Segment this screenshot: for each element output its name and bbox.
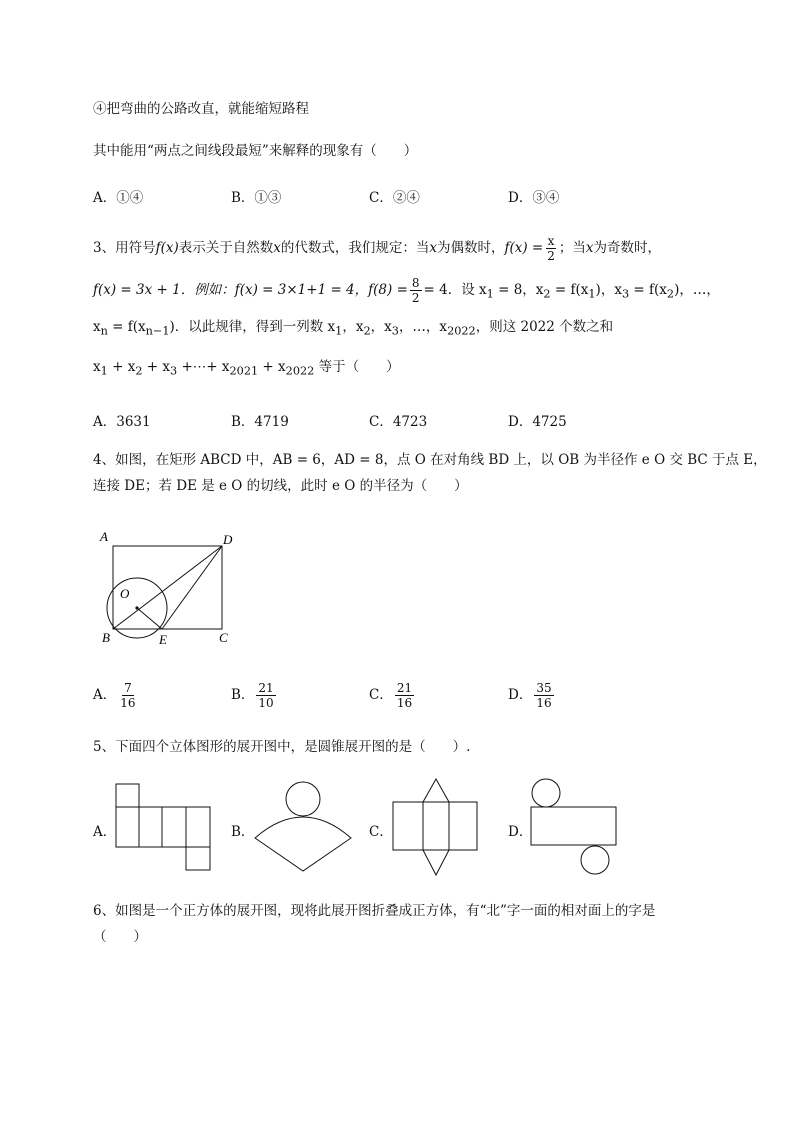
q3-option-d: D．4725 xyxy=(508,414,567,430)
subscript: n−1 xyxy=(145,324,170,338)
q4-option-b xyxy=(231,681,278,710)
q3-option-b: B．4719 xyxy=(231,414,289,430)
segment-de xyxy=(162,546,222,629)
text: )，…， xyxy=(674,282,720,298)
text: = f(x xyxy=(550,282,589,298)
label-e: E xyxy=(159,632,167,647)
math: x xyxy=(429,240,437,256)
label-c: C xyxy=(219,630,228,645)
math: f(x) = 3×1+1 = 4， xyxy=(234,282,369,298)
denominator: 2 xyxy=(547,249,555,263)
math: x xyxy=(273,240,281,256)
subscript: 1 xyxy=(100,364,108,378)
denominator: 16 xyxy=(536,696,552,710)
denominator: 10 xyxy=(258,696,274,710)
math: x xyxy=(585,240,594,256)
label-b: B xyxy=(102,630,110,645)
denominator: 2 xyxy=(411,291,420,305)
text: 为偶数时， xyxy=(437,240,505,256)
option-letter: C． xyxy=(369,687,393,703)
subscript: 3 xyxy=(621,287,630,301)
q5-figure-a-cube-net xyxy=(115,783,215,873)
text: +⋯+ x xyxy=(177,359,230,375)
text: 3、用符号 xyxy=(93,240,156,256)
q6-line1: 6、如图是一个正方体的展开图，现将此展开图折叠成正方体，有“北”字一面的相对面上的字是 xyxy=(93,903,656,919)
subscript: 2022 xyxy=(285,364,315,378)
math: f(x) = 3x + 1．例如： xyxy=(93,282,235,298)
text: )．以此规律，得到一列数 x xyxy=(169,319,336,335)
q5-figure-c-prism-net xyxy=(391,777,481,881)
text: ，x xyxy=(370,319,392,335)
subscript: 2 xyxy=(543,287,551,301)
numerator: 21 xyxy=(258,681,274,695)
text: + x xyxy=(107,359,136,375)
subscript: 2022 xyxy=(447,324,476,338)
text: ；当 xyxy=(558,240,586,256)
option-letter: B． xyxy=(231,687,255,703)
text: ，x xyxy=(342,319,364,335)
q4-line2: 连接 DE；若 DE 是 e O 的切线，此时 e O 的半径为（ ） xyxy=(93,478,468,494)
q3-option-a: A．3631 xyxy=(93,414,151,430)
q3-option-c: C．4723 xyxy=(369,414,428,430)
q5-option-b-label: B． xyxy=(231,824,255,840)
q2-option-c: C．②④ xyxy=(369,190,420,206)
math: f(x) = xyxy=(504,240,544,256)
text: 为奇数时， xyxy=(593,240,662,256)
q3-line3 xyxy=(93,318,613,341)
subscript: 1 xyxy=(486,287,494,301)
q2-option-a: A．①④ xyxy=(93,190,144,206)
q3-line2 xyxy=(93,276,720,305)
denominator: 16 xyxy=(396,696,413,710)
subscript: 2021 xyxy=(229,364,259,378)
q5-figure-d-cylinder-net xyxy=(528,777,620,877)
fraction xyxy=(118,681,137,710)
text: = 4．设 x xyxy=(423,282,487,298)
q4-line1: 4、如图，在矩形 ABCD 中，AB = 6，AD = 8，点 O 在对角线 BD 上，以 OB 为半径作 e O 交 BC 于点 E， xyxy=(93,452,767,468)
q5-figure-b-cone-net xyxy=(250,781,360,875)
q4-option-d xyxy=(508,681,556,710)
q5-option-c-label: C． xyxy=(369,824,393,840)
text: = f(x xyxy=(629,282,667,298)
subscript: n xyxy=(100,324,108,338)
math: f(x) xyxy=(155,240,179,256)
fraction xyxy=(410,276,422,305)
denominator: 16 xyxy=(120,696,136,710)
numerator: 7 xyxy=(124,681,132,695)
q2-question: 其中能用“两点之间线段最短”来解释的现象有（ ） xyxy=(93,143,418,159)
text: = f(x xyxy=(107,319,146,335)
q6-line2: （ ） xyxy=(93,929,147,945)
q5-option-d-label: D． xyxy=(508,824,533,840)
q3-line4 xyxy=(93,358,400,381)
text: ，则这 2022 个数之和 xyxy=(475,319,614,335)
segment-oe xyxy=(137,608,162,629)
subscript: 3 xyxy=(391,324,399,338)
text: 的代数式，我们规定：当 xyxy=(280,240,430,256)
text: 等于（ ） xyxy=(314,359,400,375)
text: x xyxy=(93,359,101,375)
subscript: 2 xyxy=(666,287,675,301)
q5-question: 5、下面四个立体图形的展开图中，是圆锥展开图的是（ ）. xyxy=(93,739,471,755)
q5-option-a-label: A． xyxy=(93,824,117,840)
fraction xyxy=(545,234,557,263)
option-letter: A． xyxy=(93,687,117,703)
q2-option-b: B．①③ xyxy=(231,190,282,206)
math: f(8) = xyxy=(368,282,408,298)
subscript: 1 xyxy=(335,324,343,338)
label-o: O xyxy=(120,586,130,601)
fraction xyxy=(395,681,414,710)
subscript: 3 xyxy=(170,364,178,378)
option-letter: D． xyxy=(508,687,533,703)
q2-item4: ④把弯曲的公路改直，就能缩短路程 xyxy=(93,101,309,117)
numerator: 35 xyxy=(536,681,552,695)
subscript: 1 xyxy=(588,287,596,301)
text: )，x xyxy=(595,282,622,298)
label-a: A xyxy=(100,529,108,544)
label-d: D xyxy=(223,532,233,547)
text: + x xyxy=(142,359,170,375)
point-o xyxy=(135,606,138,609)
text: x xyxy=(93,319,101,335)
numerator: 21 xyxy=(396,681,413,695)
q4-option-c xyxy=(369,681,416,710)
subscript: 2 xyxy=(135,364,143,378)
text: + x xyxy=(258,359,286,375)
numerator: 8 xyxy=(411,276,420,290)
fraction xyxy=(534,681,553,710)
fraction xyxy=(256,681,275,710)
text: = 8，x xyxy=(493,282,544,298)
text: ，…，x xyxy=(398,319,448,335)
q2-option-d: D．③④ xyxy=(508,190,560,206)
q4-option-a xyxy=(93,681,140,710)
numerator: x xyxy=(547,234,555,248)
q4-figure xyxy=(95,525,245,650)
text: 表示关于自然数 xyxy=(178,240,274,256)
subscript: 2 xyxy=(363,324,371,338)
q3-line1 xyxy=(93,234,661,263)
